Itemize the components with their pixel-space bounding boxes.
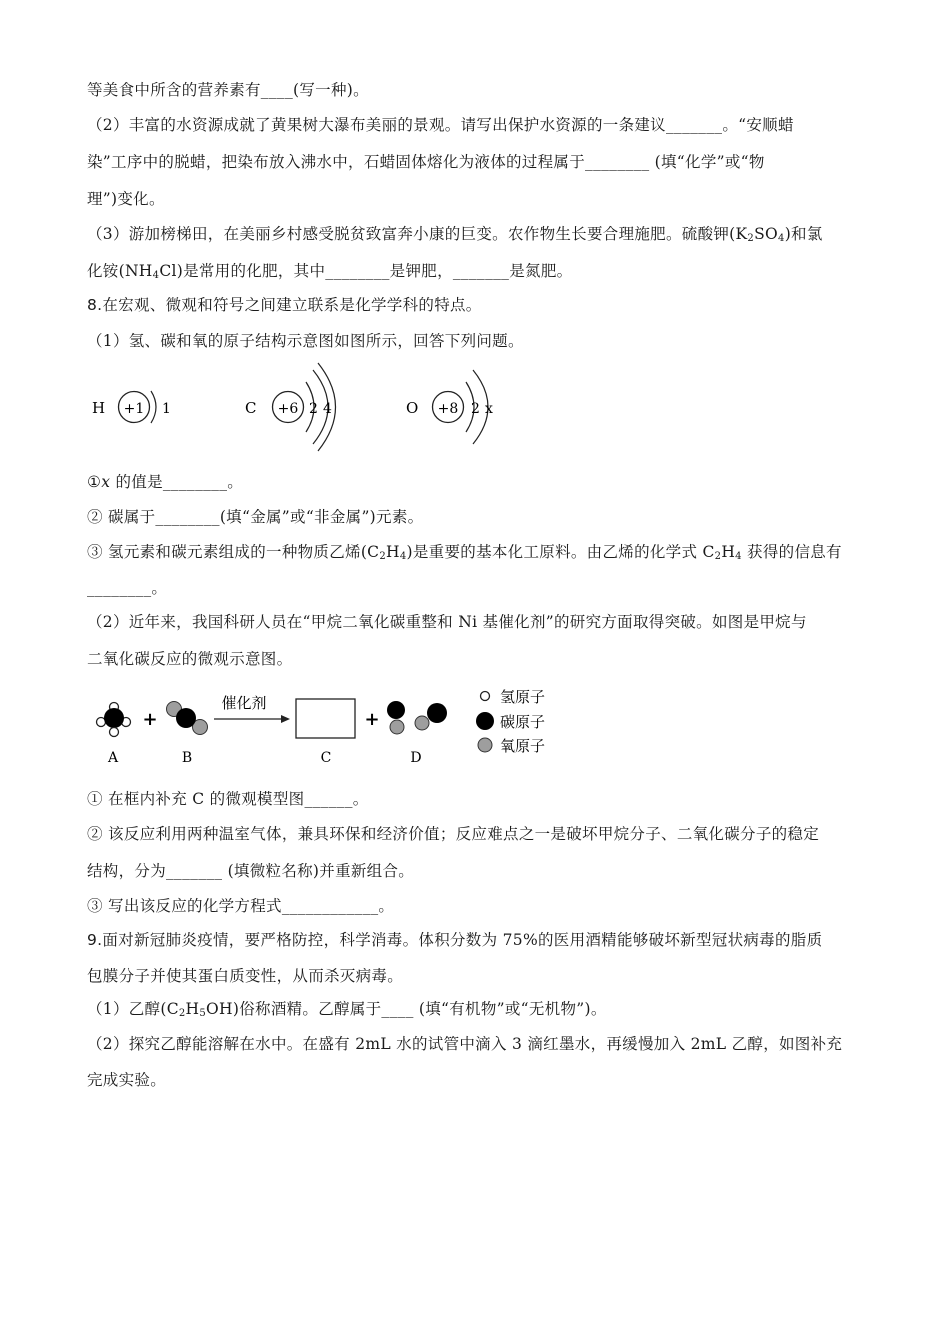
q8-part2-stem-line-2: 二氧化碳反应的微观示意图。	[87, 650, 293, 668]
hydrogen-nucleus-charge: +1	[123, 401, 145, 417]
carbon-shell-1-count: 2	[309, 401, 318, 417]
reaction-legend	[476, 688, 545, 755]
q9-part2-line-2: 完成实验。	[87, 1071, 167, 1089]
hydrogen-atom-icon	[110, 728, 119, 737]
q7-part2-line-2: 染”工序中的脱蜡，把染布放入沸水中，石蜡固体熔化为液体的过程属于________ (填“化学”或“物	[87, 153, 765, 171]
arrow-head-icon	[281, 715, 290, 723]
q8-part1-stem: （1）氢、碳和氧的原子结构示意图如图所示，回答下列问题。	[87, 332, 524, 350]
carbon-shell-2-count: 4	[323, 401, 332, 417]
atomic-structure-diagrams	[85, 362, 505, 454]
q8-stem: 8.在宏观、微观和符号之间建立联系是化学学科的特点。	[87, 296, 482, 314]
oxygen-atom-icon	[390, 720, 404, 734]
catalyst-label: 催化剂	[221, 694, 267, 712]
oxygen-legend-icon	[478, 738, 492, 752]
label-b: B	[181, 750, 193, 766]
q8-part2-question-3: ③ 写出该反应的化学方程式____________。	[87, 897, 395, 915]
q8-part1-question-2: ② 碳属于________(填“金属”或“非金属”)元素。	[87, 508, 424, 526]
reaction-micro-diagram	[90, 684, 570, 770]
q8-part2-question-2-line-2: 结构，分为_______ (填微粒名称)并重新组合。	[87, 862, 415, 880]
q8-part2-stem-line-1: （2）近年来，我国科研人员在“甲烷二氧化碳重整和 Ni 基催化剂”的研究方面取得突破。如图是甲烷与	[87, 613, 807, 631]
legend-carbon-label: 碳原子	[500, 713, 546, 731]
q7-part3-line-1: （3）游加榜梯田，在美丽乡村感受脱贫致富奔小康的巨变。农作物生长要合理施肥。硫酸钾$(K_2SO_4)$和氯	[87, 225, 823, 244]
carbon-atom-icon	[427, 703, 447, 723]
product-c-blank-box	[296, 699, 355, 738]
label-c: C	[320, 750, 332, 766]
oxygen-nucleus-charge: +8	[437, 401, 459, 417]
q9-part1: （1）乙醇$(C_2H_5OH)$俗称酒精。乙醇属于____ (填“有机物”或“无机物”)。	[87, 1000, 607, 1019]
label-a: A	[107, 750, 119, 766]
oxygen-symbol: O	[406, 399, 419, 417]
hydrogen-atom-diagram	[92, 391, 171, 423]
legend-oxygen-label: 氧原子	[500, 737, 546, 755]
q8-part1-question-1: ①x 的值是________。	[87, 473, 244, 491]
carbon-atom-icon	[176, 708, 196, 728]
q7-part2-line-1: （2）丰富的水资源成就了黄果树大瀑布美丽的景观。请写出保护水资源的一条建议_______。“安顺蜡	[87, 116, 794, 134]
hydrogen-shell-arc-1	[151, 391, 156, 423]
plus-sign: +	[142, 709, 158, 730]
q8-part2-question-2-line-1: ② 该反应利用两种温室气体，兼具环保和经济价值；反应难点之一是破坏甲烷分子、二氧化碳分子的稳定	[87, 825, 820, 843]
molecule-a-methane	[97, 703, 131, 737]
carbon-legend-icon	[476, 712, 494, 730]
label-d: D	[410, 750, 422, 766]
q7-text-line-1: 等美食中所含的营养素有____(写一种)。	[87, 81, 369, 99]
carbon-atom-icon	[387, 701, 405, 719]
q7-part2-line-3: 理”)变化。	[87, 190, 165, 208]
q9-stem-line-2: 包膜分子并使其蛋白质变性，从而杀灭病毒。	[87, 967, 404, 985]
hydrogen-legend-icon	[481, 692, 490, 701]
q8-part2-question-1: ① 在框内补充 C 的微观模型图______。	[87, 790, 369, 808]
q9-part2-line-1: （2）探究乙醇能溶解在水中。在盛有 2mL 水的试管中滴入 3 滴红墨水，再缓慢加入 2mL 乙醇，如图补充	[87, 1035, 843, 1053]
carbon-atom-icon	[104, 708, 124, 728]
legend-hydrogen-label: 氢原子	[500, 688, 546, 706]
molecule-b-carbon-dioxide	[167, 702, 208, 735]
hydrogen-shell-1-count: 1	[162, 401, 171, 417]
q8-part1-question-3-line-1: ③ 氢元素和碳元素组成的一种物质乙烯$(C_2H_4)$是重要的基本化工原料。由乙烯的化学式 $C_2H_4$ 获得的信息有	[87, 543, 842, 562]
q9-stem-line-1: 9.面对新冠肺炎疫情，要严格防控，科学消毒。体积分数为 75%的医用酒精能够破坏新型冠状病毒的脂质	[87, 931, 823, 949]
carbon-atom-diagram	[245, 363, 336, 451]
hydrogen-symbol: H	[92, 399, 106, 417]
oxygen-shell-1-count: 2	[471, 401, 480, 417]
q8-part1-question-3-line-2: ________。	[87, 579, 168, 597]
plus-sign: +	[364, 709, 380, 730]
carbon-symbol: C	[245, 399, 257, 417]
molecule-d-products	[387, 701, 447, 734]
q7-part3-line-2: 化铵$(NH_4Cl)$是常用的化肥，其中________是钾肥，_______是氮肥。	[87, 262, 573, 281]
oxygen-atom-diagram	[406, 370, 493, 444]
oxygen-atom-icon	[415, 716, 429, 730]
carbon-nucleus-charge: +6	[277, 401, 299, 417]
oxygen-shell-2-count: x	[485, 401, 493, 417]
